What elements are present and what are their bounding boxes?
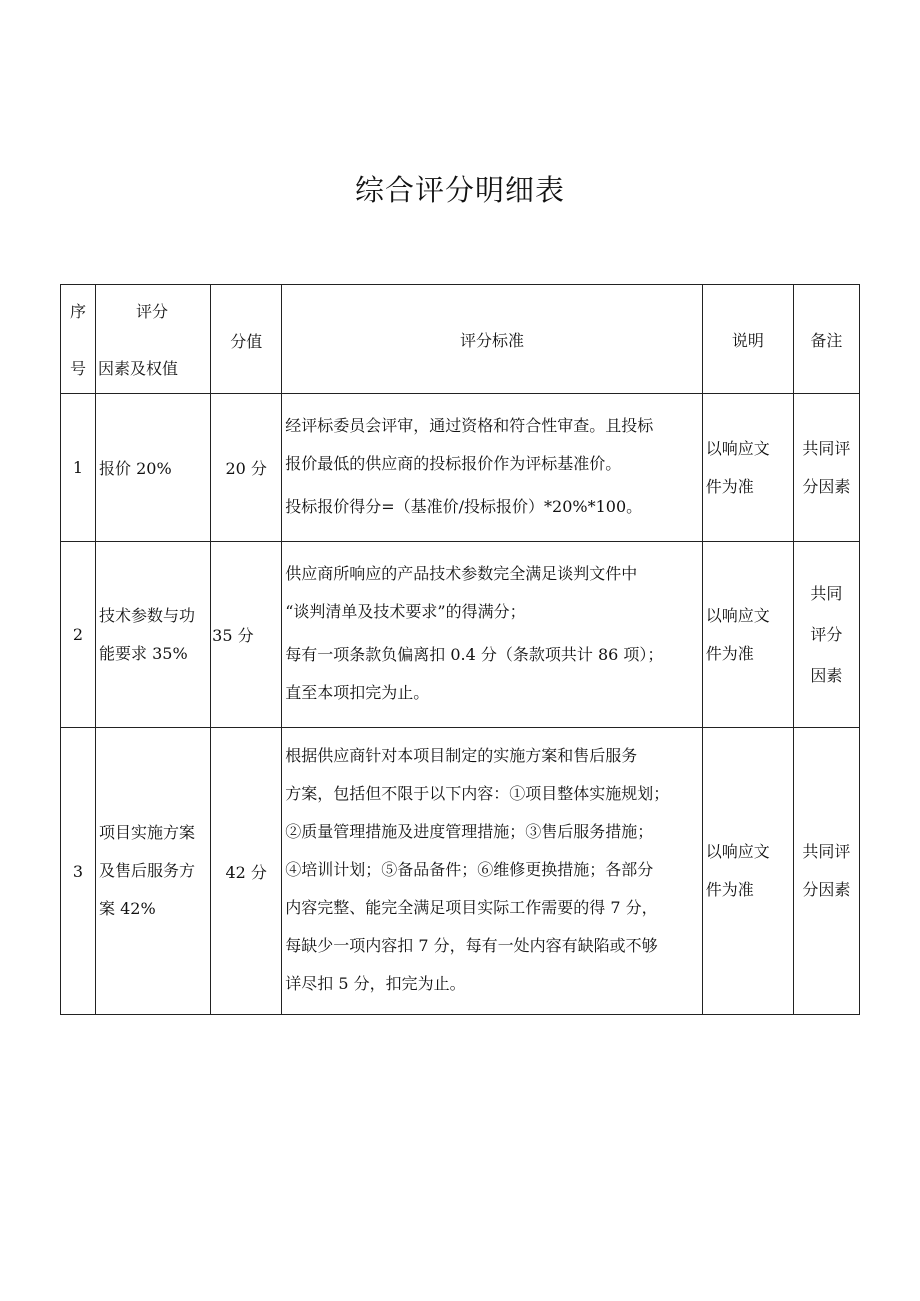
explanation-line: 以响应文 (705, 605, 770, 625)
row-seq: 2 (61, 542, 96, 728)
table-row (61, 728, 860, 1015)
header-explanation: 说明 (702, 285, 793, 394)
header-seq (61, 285, 96, 394)
header-remarks: 备注 (793, 285, 859, 394)
scoring-table (60, 284, 860, 1015)
row-factor-line: 能要求 35% (99, 643, 188, 663)
row-factor (96, 542, 211, 728)
standard-line: 直至本项扣完为止。 (285, 683, 430, 702)
row-seq: 1 (61, 394, 96, 542)
row-factor-line: 及售后服务方 (99, 861, 196, 880)
row-factor-line: 报价 20% (99, 459, 172, 478)
page-title: 综合评分明细表 (354, 173, 565, 207)
remarks-line: 评分 (810, 625, 843, 644)
row-factor (96, 728, 211, 1015)
row-score: 20 分 (211, 394, 282, 542)
row-factor (96, 394, 211, 542)
row-remarks (793, 728, 859, 1015)
standard-line: 详尽扣 5 分，扣完为止。 (285, 974, 466, 993)
table-row (61, 394, 860, 542)
standard-line: 经评标委员会评审，通过资格和符合性审查。且投标 (285, 416, 654, 435)
table-row (61, 542, 860, 728)
remarks-line: 因素 (810, 666, 843, 685)
explanation-line: 以响应文 (705, 842, 770, 861)
standard-line: 根据供应商针对本项目制定的实施方案和售后服务 (285, 746, 638, 765)
header-score: 分值 (211, 285, 282, 394)
row-remarks (793, 394, 859, 542)
remarks-line: 共同评 (802, 842, 851, 861)
header-factor (96, 285, 211, 394)
remarks-line: 共同评 (802, 438, 851, 458)
row-factor-line: 案 42% (99, 899, 156, 918)
row-seq: 3 (61, 728, 96, 1015)
standard-line: ④培训计划；⑤备品备件；⑥维修更换措施；各部分 (285, 860, 654, 879)
row-standard (282, 728, 703, 1015)
standard-line: 报价最低的供应商的投标报价作为评标基准价。 (285, 454, 622, 473)
standard-line: 内容完整、能完全满足项目实际工作需要的得 7 分， (285, 898, 658, 917)
explanation-line: 件为准 (705, 643, 754, 663)
explanation-line: 件为准 (705, 476, 754, 496)
row-remarks (793, 542, 859, 728)
header-seq-line: 序 (70, 302, 87, 321)
standard-line: 每缺少一项内容扣 7 分，每有一处内容有缺陷或不够 (285, 936, 658, 955)
explanation-line: 以响应文 (705, 438, 770, 458)
explanation-line: 件为准 (705, 880, 754, 899)
standard-line: ②质量管理措施及进度管理措施；③售后服务措施； (285, 822, 654, 841)
row-standard (282, 542, 703, 728)
row-score: 42 分 (211, 728, 282, 1015)
standard-line: “谈判清单及技术要求”的得满分； (285, 602, 526, 621)
header-row (61, 285, 860, 394)
header-factor-line: 评分 (136, 302, 169, 321)
standard-line: 每有一项条款负偏离扣 0.4 分（条款项共计 86 项）； (285, 645, 664, 664)
row-score: 35 分 (211, 542, 282, 728)
row-factor-line: 项目实施方案 (99, 823, 196, 842)
remarks-line: 分因素 (802, 476, 851, 496)
row-standard (282, 394, 703, 542)
standard-line: 供应商所响应的产品技术参数完全满足谈判文件中 (285, 564, 638, 583)
row-factor-line: 技术参数与功 (99, 605, 196, 625)
header-standard: 评分标准 (282, 285, 703, 394)
standard-line: 方案，包括但不限于以下内容：①项目整体实施规划； (285, 784, 670, 803)
row-explanation (702, 728, 793, 1015)
header-seq-line: 号 (70, 359, 87, 378)
row-explanation (702, 542, 793, 728)
row-explanation (702, 394, 793, 542)
standard-line: 投标报价得分=（基准价/投标报价）*20%*100。 (285, 497, 643, 516)
header-factor-line: 因素及权值 (98, 359, 179, 378)
remarks-line: 分因素 (802, 880, 851, 899)
remarks-line: 共同 (810, 584, 843, 603)
